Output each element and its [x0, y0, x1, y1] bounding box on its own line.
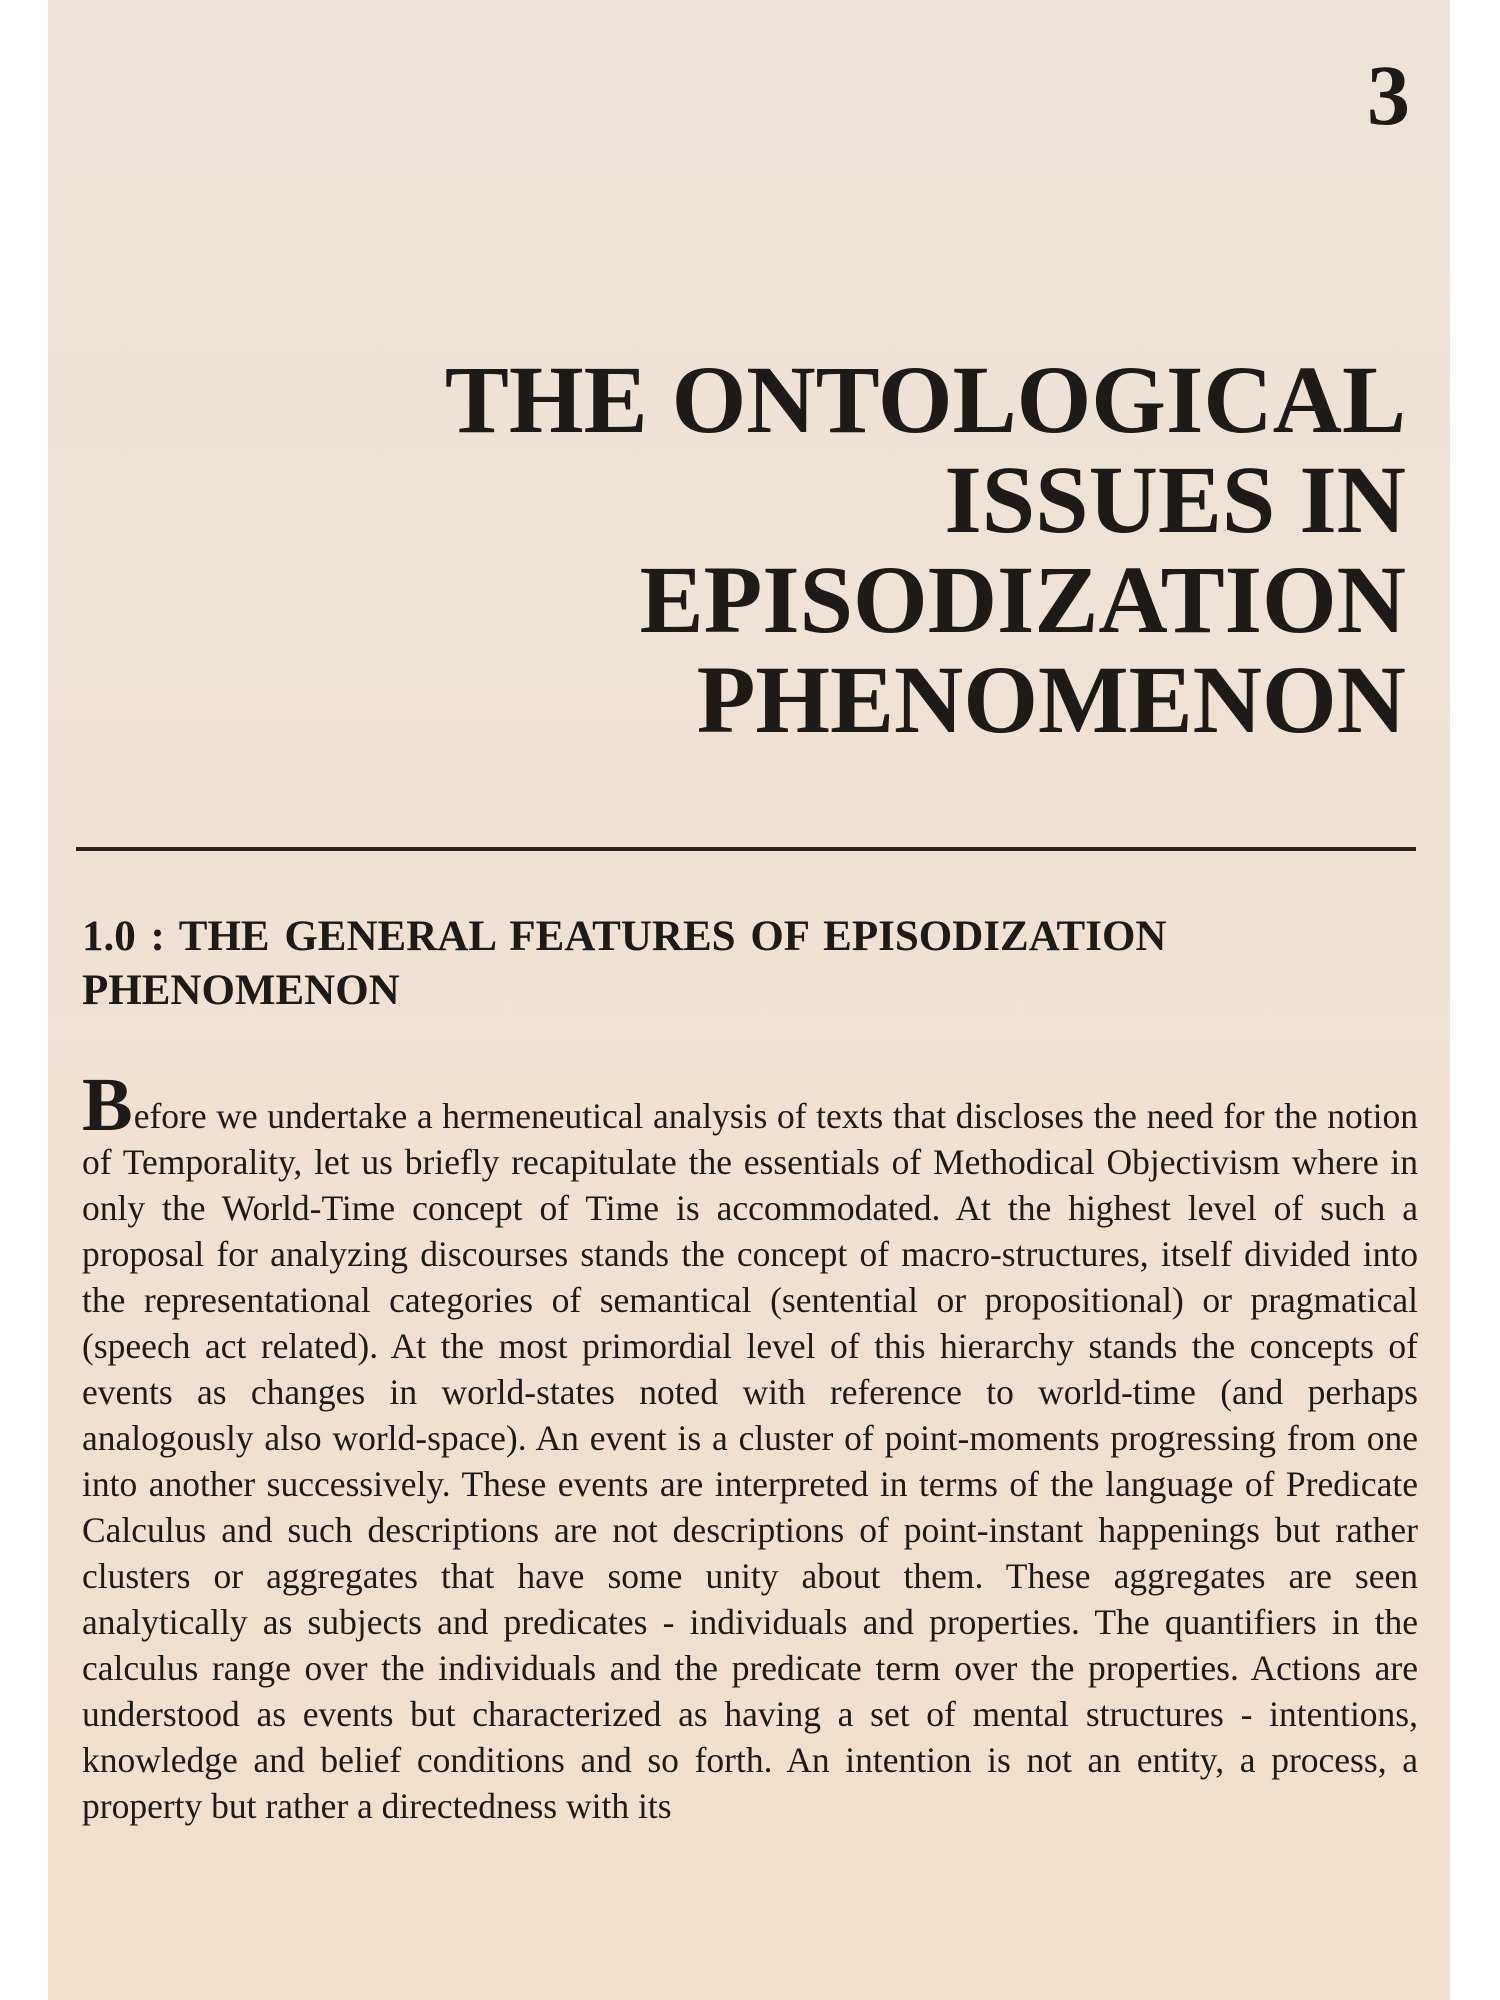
chapter-number: 3	[1367, 47, 1410, 143]
section-heading: 1.0 : THE GENERAL FEATURES OF EPISODIZATION PHENOMENON	[82, 913, 1167, 1014]
book-page	[48, 0, 1450, 2000]
chapter-title-line: THE ONTOLOGICAL	[444, 346, 1406, 453]
title-divider	[76, 847, 1416, 851]
body-paragraph-text: efore we undertake a hermeneutical analysis of texts that discloses the need for the notion of Temporality, let us briefly recapitulate the essentials of Methodical Objectivism where in only the World-Time concept of Time is accommodated. At the highest level of such a proposal for analyzing discourses stands the concept of macro-structures, itself divided into the representational categories of semantical (sentential or propositional) or pragmatical (speech act related). At the most primordial level of this hierarchy stands the concepts of events as changes in world-states noted with reference to world-time (and perhaps analogously also world-space). An event is a cluster of point-moments progressing from one into another successively. These events are interpreted in terms of the language of Predicate Calculus and such descriptions are not descriptions of point-instant happenings but rather clusters or aggregates that have some unity about them. These aggregates are seen analytically as subjects and predicates - individuals and properties. The quantifiers in the calculus range over the individuals and the predicate term over the properties. Actions are understood as events but characterized as having a set of mental structures - intentions, knowledge and belief conditions and so forth. An intention is not an entity, a process, a property but rather a directedness with its	[82, 1096, 1418, 1826]
chapter-title	[306, 346, 1406, 753]
body-paragraph	[82, 1063, 1418, 1829]
drop-cap: B	[82, 1063, 133, 1147]
chapter-title-line: PHENOMENON	[696, 646, 1406, 753]
chapter-title-line: EPISODIZATION	[639, 546, 1406, 653]
chapter-title-line: ISSUES IN	[944, 446, 1406, 553]
